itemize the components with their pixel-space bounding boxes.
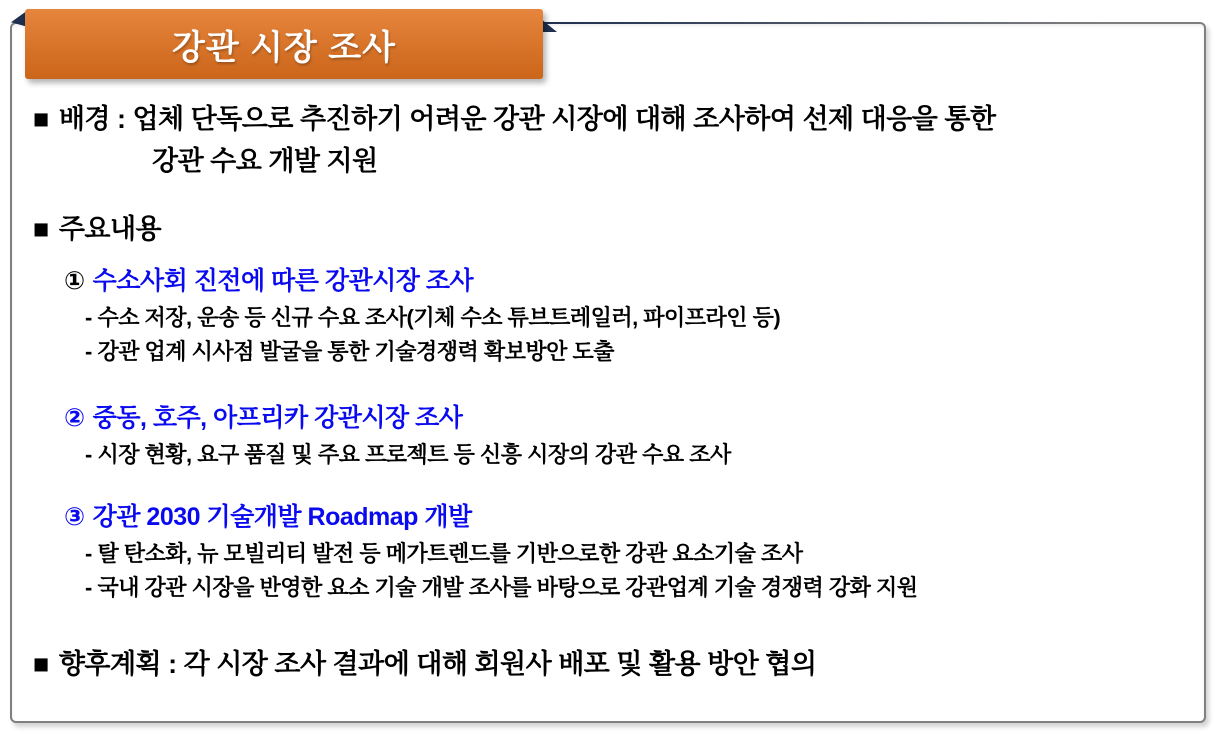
- topic-item: [64, 264, 1204, 298]
- topic-detail: - 시장 현황, 요구 품질 및 주요 프로젝트 등 신흥 시장의 강관 수요 조사: [85, 442, 731, 467]
- topic-item: [64, 401, 1204, 435]
- topic-title: 중동, 호주, 아프리카 강관시장 조사: [92, 404, 463, 432]
- topic-title: 수소사회 진전에 따른 강관시장 조사: [92, 267, 474, 295]
- topic-number: ③: [64, 503, 85, 531]
- topic-detail: - 국내 강관 시장을 반영한 요소 기술 개발 조사를 바탕으로 강관업계 기술 경쟁력 강화 지원: [85, 575, 918, 600]
- main-section-heading: [33, 208, 1204, 250]
- topic-title: 강관 2030 기술개발 Roadmap 개발: [92, 503, 472, 531]
- topic-number: ②: [64, 404, 85, 432]
- square-bullet-icon: ■: [33, 104, 49, 134]
- background-section-line1: [33, 98, 1204, 140]
- background-text-line1: 배경 : 업체 단독으로 추진하기 어려운 강관 시장에 대해 조사하여 선제 대응을 통한: [58, 104, 996, 134]
- topic-detail: - 강관 업계 시사점 발굴을 통한 기술경쟁력 확보방안 도출: [85, 339, 615, 364]
- background-text-line2: 강관 수요 개발 지원: [152, 146, 378, 176]
- topic-detail: - 탈 탄소화, 뉴 모빌리티 발전 등 메가트렌드를 기반으로한 강관 요소기술 조사: [85, 541, 803, 566]
- topic-item: [64, 500, 1204, 534]
- background-section-line2: [152, 140, 1204, 182]
- future-plan-text: 향후계획 : 각 시장 조사 결과에 대해 회원사 배포 및 활용 방안 협의: [58, 649, 817, 679]
- topic-number: ①: [64, 267, 85, 295]
- square-bullet-icon: ■: [33, 214, 49, 244]
- square-bullet-icon: ■: [33, 649, 49, 679]
- main-heading-text: 주요내용: [58, 214, 162, 244]
- future-plan-section: [33, 643, 1204, 685]
- title-banner: [25, 9, 543, 79]
- slide-body: [12, 24, 1204, 721]
- page-title: 강관 시장 조사: [172, 28, 396, 67]
- top-border-accent: [543, 22, 1103, 24]
- topic-detail: - 수소 저장, 운송 등 신규 수요 조사(기체 수소 튜브트레일러, 파이프라인 등): [85, 305, 781, 330]
